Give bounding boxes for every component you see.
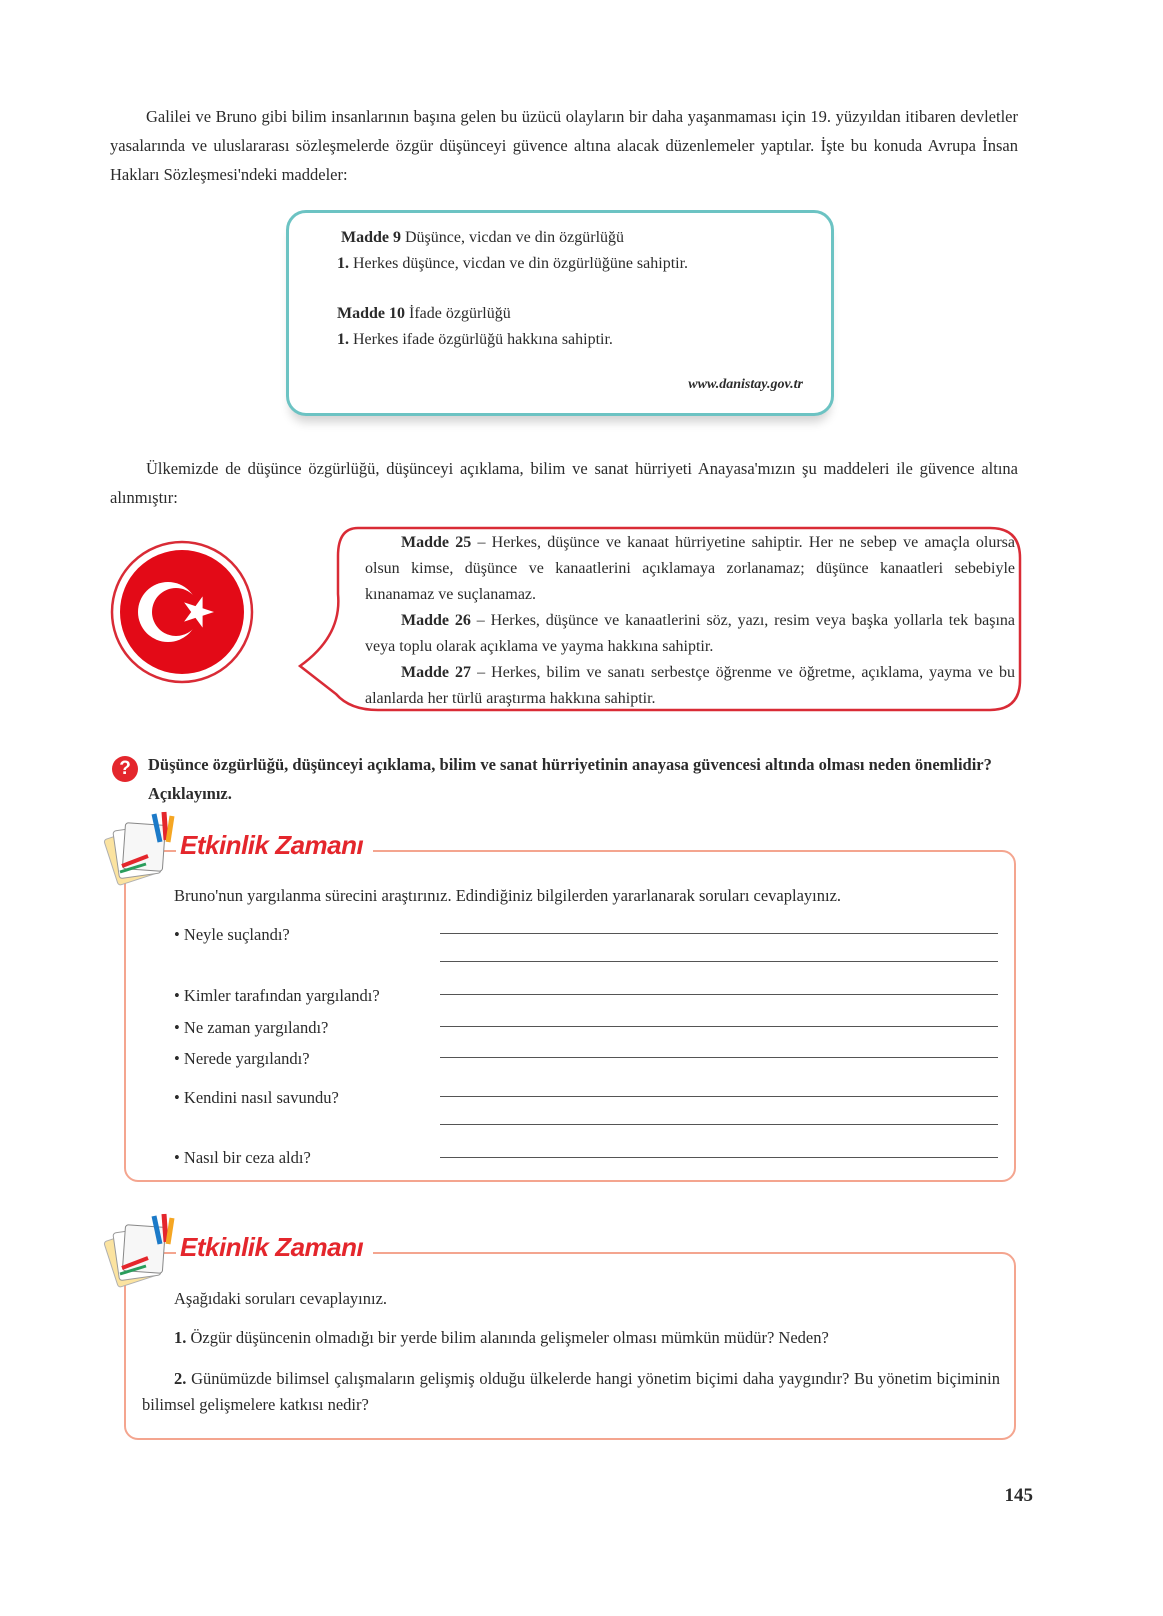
answer-line[interactable] xyxy=(440,1124,998,1125)
activity-2-question-2 xyxy=(142,1366,1000,1418)
activity-books-icon xyxy=(102,806,182,886)
article-10-label: Madde 10 xyxy=(337,305,405,322)
answer-line[interactable] xyxy=(440,961,998,962)
activity-2-title: Etkinlik Zamanı xyxy=(176,1232,373,1263)
answer-line[interactable] xyxy=(440,933,998,934)
article-25-label: Madde 25 xyxy=(401,534,472,551)
discussion-question: Düşünce özgürlüğü, düşünceyi açıklama, bilim ve sanat hürriyetinin anayasa güvencesi altında olması neden önemlidir? Açıklayınız. xyxy=(148,755,992,803)
activity-1-item: • Kimler tarafından yargılandı? xyxy=(174,986,380,1005)
activity-1-item: • Kendini nasıl savundu? xyxy=(174,1088,339,1107)
echr-articles-box xyxy=(286,210,834,416)
article-26-label: Madde 26 xyxy=(401,612,471,629)
article-9-body: Herkes düşünce, vicdan ve din özgürlüğüne sahiptir. xyxy=(349,255,689,272)
activity-1-item: • Nasıl bir ceza aldı? xyxy=(174,1148,311,1167)
activity-1-item: • Ne zaman yargılandı? xyxy=(174,1018,329,1037)
question-1-number: 1. xyxy=(174,1328,187,1347)
constitution-articles xyxy=(365,530,1015,712)
activity-1-item: • Nerede yargılandı? xyxy=(174,1049,310,1068)
article-9-label: Madde 9 xyxy=(341,229,401,246)
answer-line[interactable] xyxy=(440,994,998,995)
source-citation: www.danistay.gov.tr xyxy=(688,377,803,392)
article-26-body: – Herkes, düşünce ve kanaatlerini söz, yazı, resim veya başka yollarla tek başına veya toplu olarak açıklama ve yayma hakkına sahiptir. xyxy=(365,612,1015,655)
article-27-label: Madde 27 xyxy=(401,664,472,681)
article-10-title xyxy=(337,301,511,327)
answer-line[interactable] xyxy=(440,1026,998,1027)
question-2-number: 2. xyxy=(174,1369,187,1388)
article-10-heading: İfade özgürlüğü xyxy=(405,305,511,322)
activity-1-item: • Neyle suçlandı? xyxy=(174,925,290,944)
answer-line[interactable] xyxy=(440,1157,998,1158)
article-9-number: 1. xyxy=(337,255,349,272)
article-9-title xyxy=(341,225,624,251)
answer-line[interactable] xyxy=(440,1096,998,1097)
article-25 xyxy=(365,530,1015,608)
question-1-text: Özgür düşüncenin olmadığı bir yerde bilim alanında gelişmeler olması mümkün müdür? Neden? xyxy=(186,1328,829,1347)
article-9-text xyxy=(337,251,688,277)
activity-2-instruction: Aşağıdaki soruları cevaplayınız. xyxy=(174,1289,388,1308)
activity-books-icon xyxy=(102,1208,182,1288)
intro-paragraph: Galilei ve Bruno gibi bilim insanlarının başına gelen bu üzücü olayların bir daha yaşanmaması için 19. yüzyıldan itibaren devletler yasalarında ve uluslararası sözleşmelerde özgür düşünceyi güvence altına alacak düzenlemeler yaptılar. İşte bu konuda Avrupa İnsan Hakları Sözleşmesi'ndeki maddeler: xyxy=(110,107,1018,184)
article-10-body: Herkes ifade özgürlüğü hakkına sahiptir. xyxy=(349,331,613,348)
article-27 xyxy=(365,660,1015,712)
question-icon: ? xyxy=(112,756,138,782)
activity-1-instruction: Bruno'nun yargılanma sürecini araştırınız. Edindiğiniz bilgilerden yararlanarak soruları cevaplayınız. xyxy=(174,886,842,905)
turkish-flag-icon xyxy=(120,550,244,674)
article-10-text xyxy=(337,327,613,353)
activity-1-title: Etkinlik Zamanı xyxy=(176,830,373,861)
activity-2-question-1 xyxy=(174,1325,1004,1351)
question-2-text: Günümüzde bilimsel çalışmaların gelişmiş olduğu ülkelerde hangi yönetim biçimi daha yaygındır? Bu yönetim biçiminin bilimsel gelişmelere katkısı nedir? xyxy=(142,1369,1000,1414)
article-26 xyxy=(365,608,1015,660)
constitution-intro: Ülkemizde de düşünce özgürlüğü, düşünceyi açıklama, bilim ve sanat hürriyeti Anayasa'mızın şu maddeleri ile güvence altına alınmıştır: xyxy=(110,459,1018,507)
article-27-body: – Herkes, bilim ve sanatı serbestçe öğrenme ve öğretme, açıklama, yayma ve bu alanlarda her türlü araştırma hakkına sahiptir. xyxy=(365,664,1016,707)
article-25-body: – Herkes, düşünce ve kanaat hürriyetine sahiptir. Her ne sebep ve amaçla olursa olsun kimse, düşünce ve kanaatlerini açıklamaya zorlanamaz; düşünce kanaatleri sebebiyle kınanamaz ve suçlanamaz. xyxy=(365,534,1016,603)
page-number: 145 xyxy=(1004,1485,1033,1506)
answer-line[interactable] xyxy=(440,1057,998,1058)
article-10-number: 1. xyxy=(337,331,349,348)
article-9-heading: Düşünce, vicdan ve din özgürlüğü xyxy=(401,229,625,246)
